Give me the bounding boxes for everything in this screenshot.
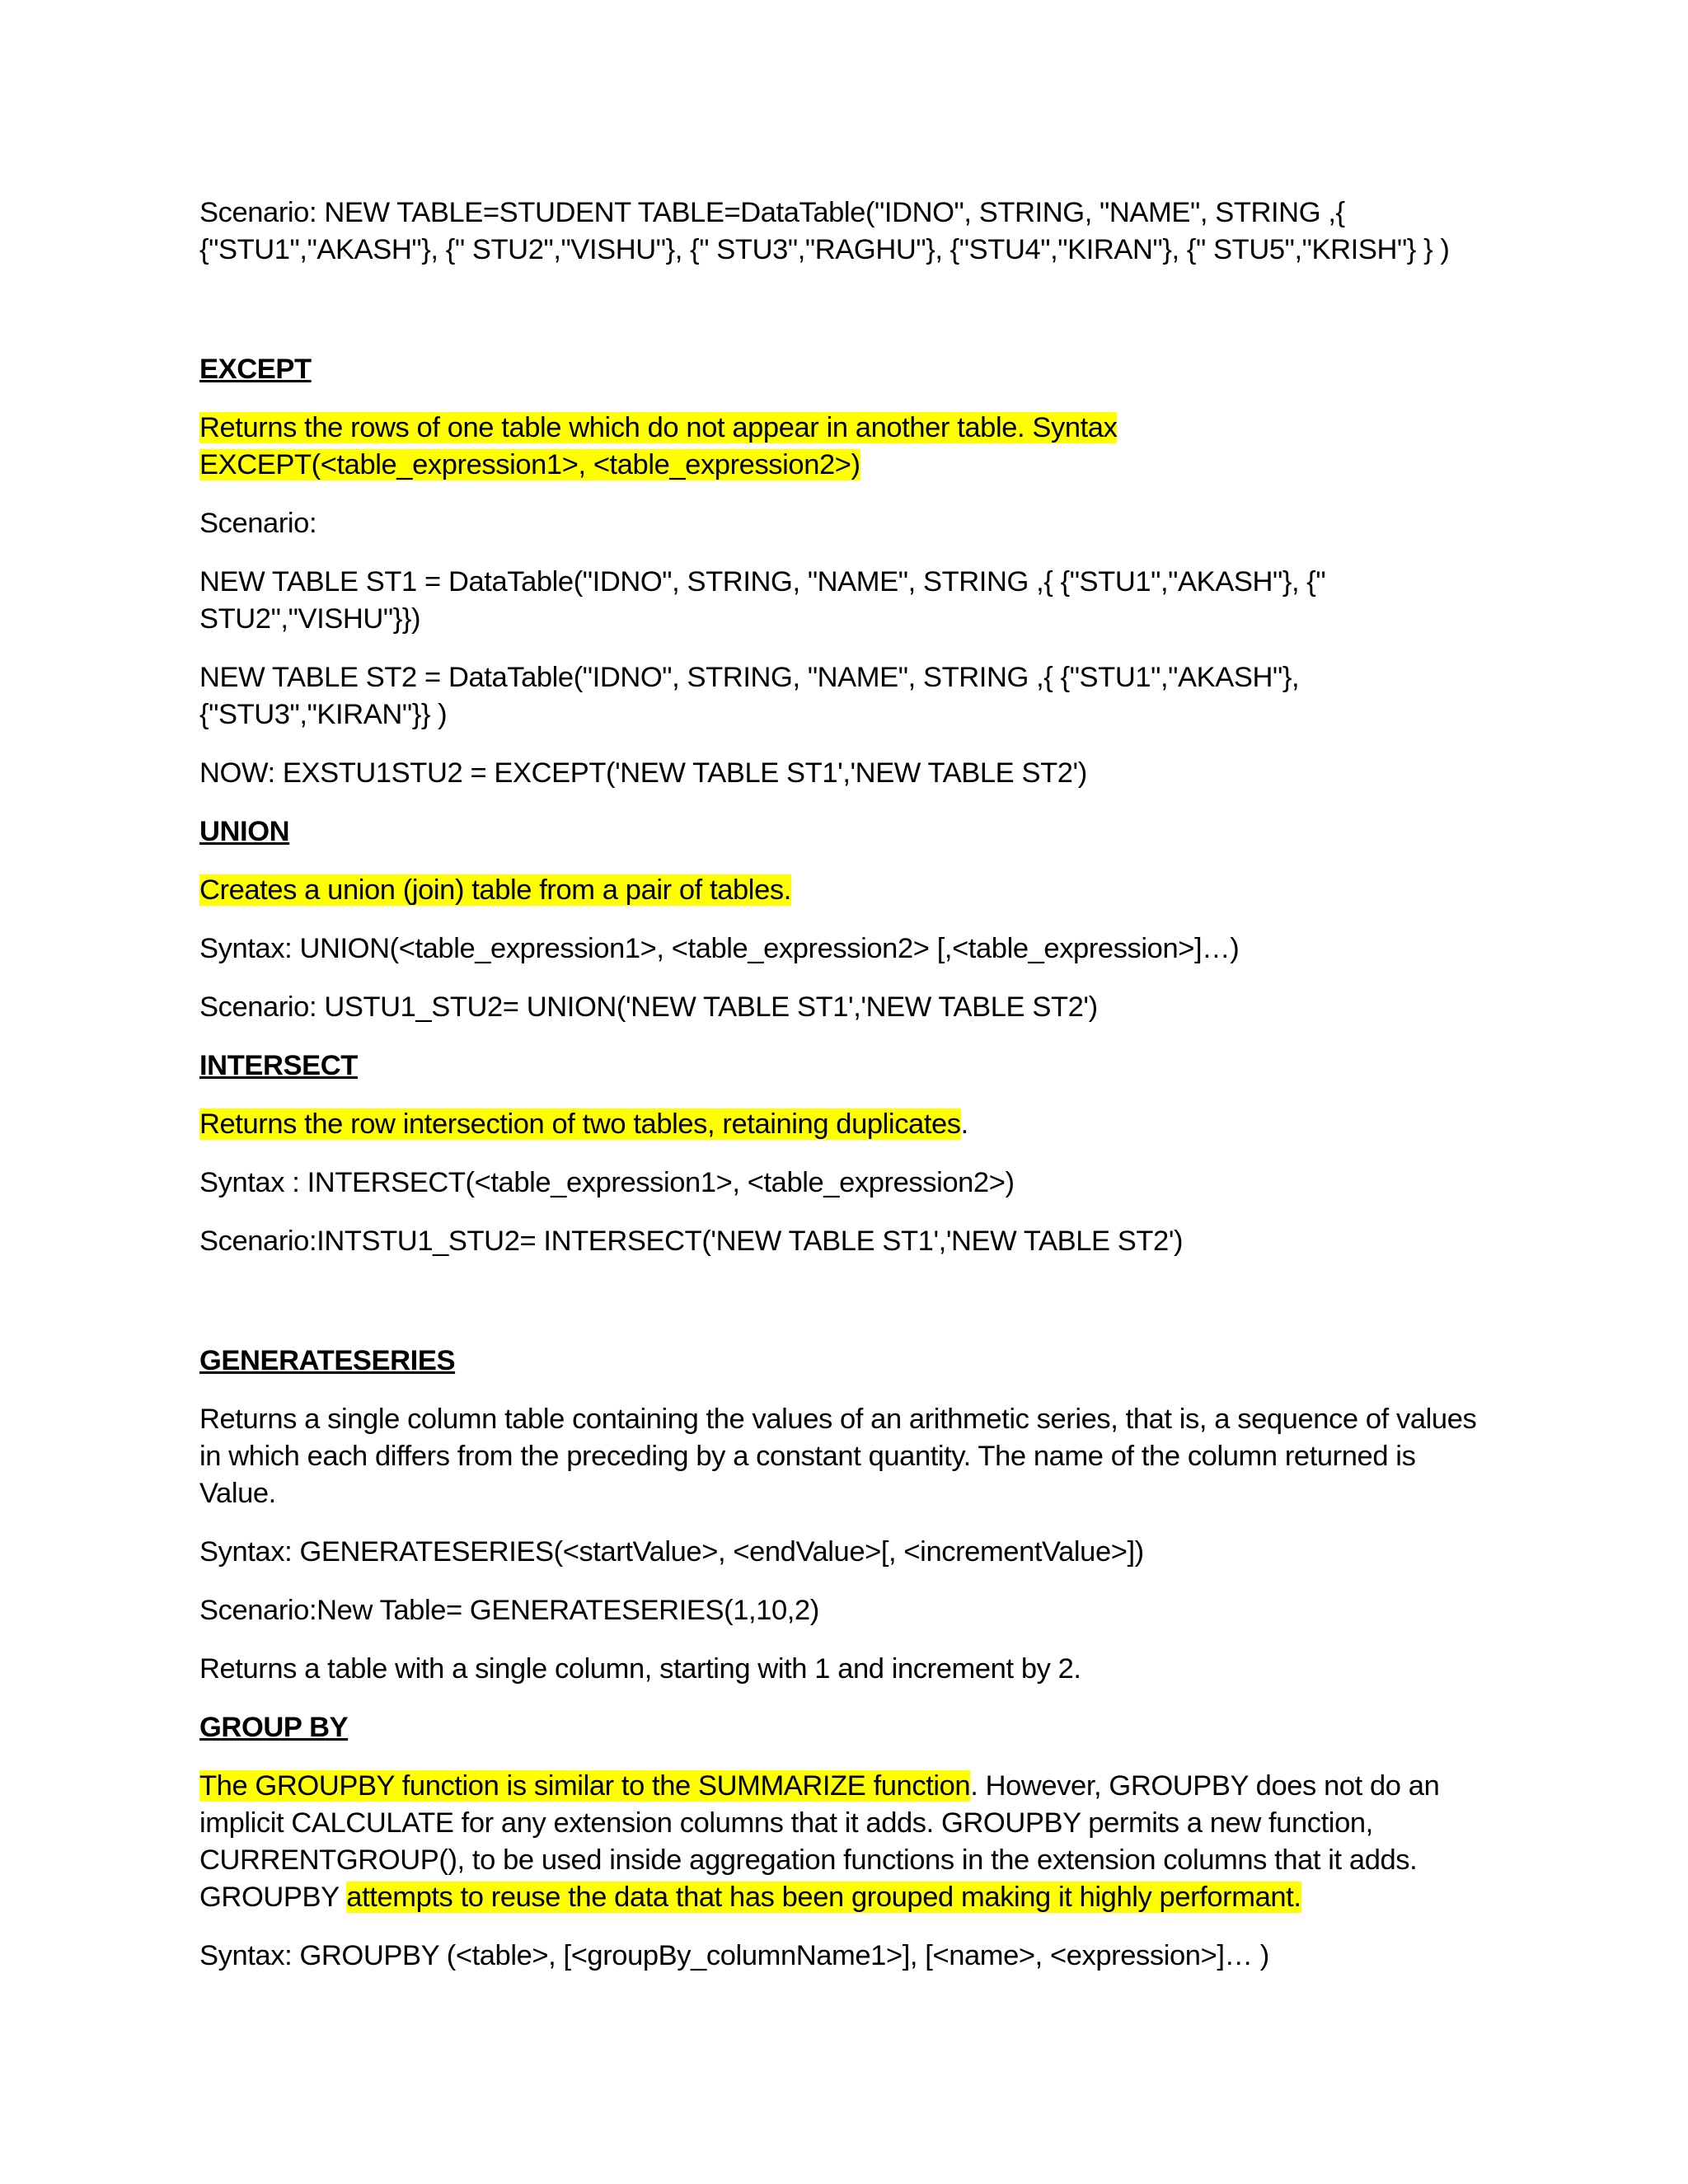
- except-description: [199, 410, 1502, 484]
- groupby-desc-line-4-start: GROUPBY: [199, 1882, 347, 1913]
- intro-scenario-line-1: Scenario: NEW TABLE=STUDENT TABLE=DataTable("IDNO", STRING, "NAME", STRING ,{: [199, 197, 1345, 228]
- generateseries-heading: GENERATESERIES: [199, 1345, 456, 1376]
- groupby-desc-line-1-rest: . However, GROUPBY does not do an: [970, 1770, 1440, 1802]
- generateseries-scenario: Scenario:New Table= GENERATESERIES(1,10,2): [199, 1595, 819, 1626]
- document-body: [199, 194, 1502, 1975]
- generateseries-syntax: Syntax: GENERATESERIES(<startValue>, <endValue>[, <incrementValue>]): [199, 1536, 1144, 1568]
- except-heading: EXCEPT: [199, 354, 312, 385]
- generateseries-desc-line-2: in which each differs from the preceding by a constant quantity. The name of the column returned is: [199, 1441, 1416, 1472]
- except-scenario-label: Scenario:: [199, 508, 317, 539]
- union-scenario: Scenario: USTU1_STU2= UNION('NEW TABLE ST1','NEW TABLE ST2'): [199, 991, 1098, 1023]
- groupby-desc-highlight-1: The GROUPBY function is similar to the SUMMARIZE function: [199, 1770, 971, 1802]
- except-table-st2: NEW TABLE ST2 = DataTable("IDNO", STRING, "NAME", STRING ,{ {"STU1","AKASH"}, {"STU3","KIRAN"}} ): [199, 662, 1300, 730]
- union-desc-highlight: Creates a union (join) table from a pair of tables.: [199, 874, 791, 906]
- intersect-syntax: Syntax : INTERSECT(<table_expression1>, <table_expression2>): [199, 1167, 1015, 1198]
- except-desc-line-2: EXCEPT(<table_expression1>, <table_expression2>): [199, 449, 860, 480]
- groupby-syntax: Syntax: GROUPBY (<table>, [<groupBy_columnName1>], [<name>, <expression>]… ): [199, 1940, 1269, 1971]
- union-heading: UNION: [199, 816, 290, 847]
- groupby-desc-line-2: implicit CALCULATE for any extension columns that it adds. GROUPBY permits a new function,: [199, 1807, 1373, 1839]
- union-description: [199, 872, 1502, 909]
- union-syntax: Syntax: UNION(<table_expression1>, <table_expression2> [,<table_expression>]…): [199, 933, 1240, 964]
- groupby-desc-line-3: CURRENTGROUP(), to be used inside aggregation functions in the extension columns that it adds.: [199, 1844, 1418, 1876]
- generateseries-desc-line-3: Value.: [199, 1478, 276, 1509]
- groupby-desc-highlight-2: attempts to reuse the data that has been grouped making it highly performant.: [346, 1882, 1301, 1913]
- generateseries-desc-line-1: Returns a single column table containing the values of an arithmetic series, that is, a sequence of values: [199, 1404, 1477, 1435]
- intersect-desc-highlight: Returns the row intersection of two tables, retaining duplicates: [199, 1108, 961, 1140]
- except-desc-line-1: Returns the rows of one table which do not appear in another table. Syntax: [199, 412, 1118, 443]
- intersect-heading: INTERSECT: [199, 1050, 358, 1081]
- groupby-description: [199, 1768, 1502, 1916]
- intersect-description: [199, 1106, 1502, 1143]
- except-table-st1: NEW TABLE ST1 = DataTable("IDNO", STRING, "NAME", STRING ,{ {"STU1","AKASH"}, {" STU2","VISHU"}}): [199, 566, 1326, 635]
- intersect-scenario: Scenario:INTSTU1_STU2= INTERSECT('NEW TABLE ST1','NEW TABLE ST2'): [199, 1226, 1184, 1257]
- generateseries-note: Returns a table with a single column, starting with 1 and increment by 2.: [199, 1653, 1081, 1685]
- generateseries-description: [199, 1401, 1502, 1512]
- except-now-formula: NOW: EXSTU1STU2 = EXCEPT('NEW TABLE ST1','NEW TABLE ST2'): [199, 757, 1087, 789]
- intro-scenario-line-2: {"STU1","AKASH"}, {" STU2","VISHU"}, {" STU3","RAGHU"}, {"STU4","KIRAN"}, {" STU5","KRISH"} } ): [199, 234, 1450, 265]
- groupby-heading: GROUP BY: [199, 1712, 349, 1743]
- intersect-desc-tail: .: [960, 1108, 968, 1140]
